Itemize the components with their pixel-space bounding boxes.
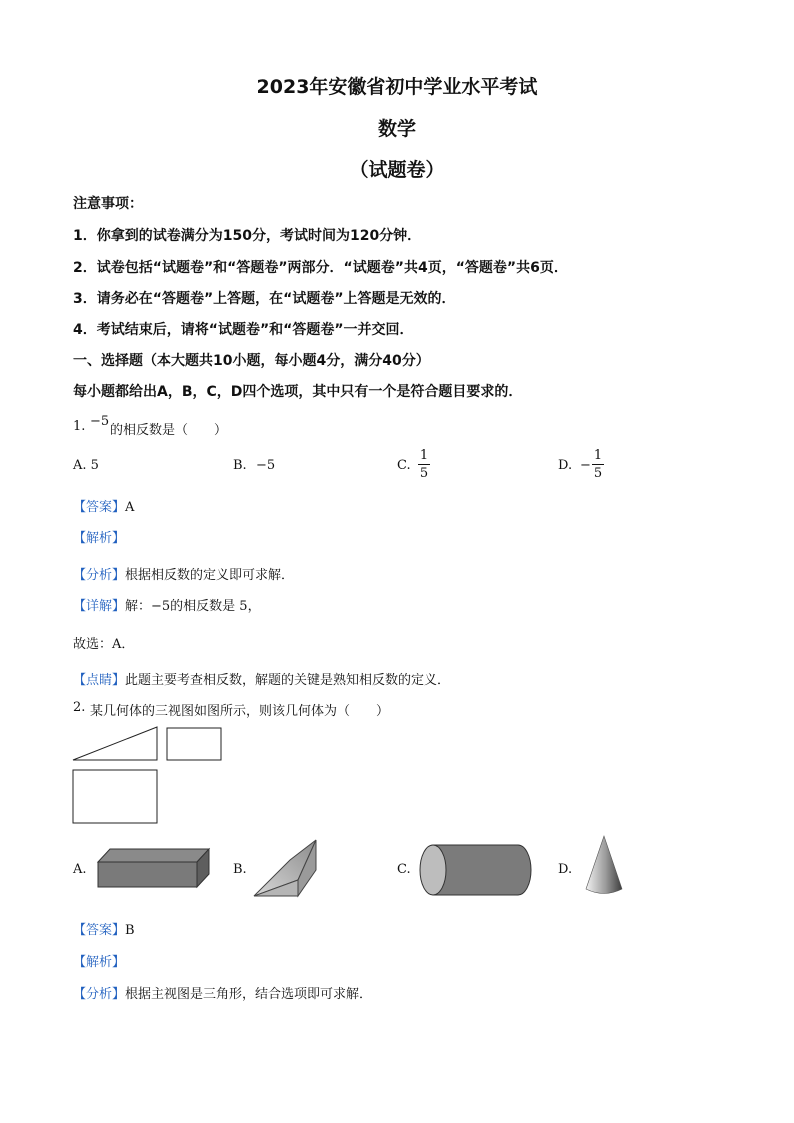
- q1-choose: 故选：A．: [73, 637, 135, 652]
- section-instruction: 每小题都给出A，B，C，D四个选项，其中只有一个是符合题目要求的．: [73, 384, 523, 400]
- fraction-numerator: 1: [593, 448, 603, 463]
- q1-option-c-label: C.: [397, 458, 411, 473]
- q1-option-d-sign: −: [580, 458, 591, 473]
- section-heading: 一、选择题（本大题共10小题，每小题4分，满分40分）: [73, 353, 430, 369]
- notice-item-3: 3．请务必在“答题卷”上答题，在“试题卷”上答题是无效的．: [73, 291, 456, 307]
- front-view-triangle: [73, 727, 157, 760]
- analysis-text: 根据主视图是三角形，结合选项即可求解．: [125, 987, 373, 1002]
- q2-stem: 某几何体的三视图如图所示，则该几何体为（ ）: [90, 704, 390, 719]
- paper-title: （试题卷）: [349, 159, 445, 181]
- q2-answer: [73, 919, 135, 938]
- detail-text: 解：−5的相反数是 5，: [125, 599, 261, 614]
- q1-jiexi: 【解析】: [73, 531, 126, 546]
- subject-title: 数学: [377, 118, 416, 140]
- q2-jiexi: 【解析】: [73, 955, 126, 970]
- q2-option-b-label: B.: [233, 862, 247, 877]
- exam-title: 2023年安徽省初中学业水平考试: [256, 76, 538, 98]
- triangular-prism-icon: [252, 838, 322, 898]
- analysis-tag: 【分析】: [73, 987, 126, 1002]
- q1-option-b-value: −5: [256, 458, 276, 473]
- cuboid-icon: [96, 847, 216, 897]
- q1-detail: [73, 595, 261, 614]
- fraction-denominator: 5: [593, 466, 603, 481]
- q2-option-c-label: C.: [397, 862, 411, 877]
- three-views-figure: [72, 726, 232, 826]
- fraction-denominator: 5: [419, 466, 429, 481]
- cylinder-icon: [420, 843, 530, 899]
- side-view-rect: [167, 728, 221, 760]
- q1-option-a: A. 5: [73, 458, 99, 473]
- q2-option-a-label: A.: [73, 862, 87, 877]
- q1-option-d-label: D.: [558, 458, 573, 473]
- q2-option-d-label: D.: [558, 862, 573, 877]
- answer-value: A: [125, 500, 135, 515]
- fraction-numerator: 1: [419, 448, 429, 463]
- answer-tag: 【答案】: [73, 923, 126, 938]
- q1-answer: [73, 496, 134, 515]
- q1-option-d-fraction: [592, 448, 604, 481]
- detail-tag: 【详解】: [73, 599, 126, 614]
- q2-analysis: [73, 983, 372, 1002]
- answer-tag: 【答案】: [73, 500, 126, 515]
- q1-option-b-label: B.: [233, 458, 247, 473]
- notice-heading: 注意事项：: [73, 196, 143, 212]
- answer-value: B: [125, 923, 135, 938]
- q1-number: 1.: [73, 419, 86, 434]
- q1-analysis: [73, 564, 294, 583]
- q1-option-c-fraction: [418, 448, 430, 481]
- comment-tag: 【点睛】: [73, 673, 126, 688]
- cone-icon: [584, 834, 634, 898]
- analysis-tag: 【分析】: [73, 568, 126, 583]
- q1-stem: 的相反数是（ ）: [110, 423, 228, 438]
- comment-text: 此题主要考查相反数，解题的关键是熟知相反数的定义．: [125, 673, 451, 688]
- q1-expr: −5: [90, 414, 110, 429]
- notice-item-2: 2．试卷包括“试题卷”和“答题卷”两部分．“试题卷”共4页，“答题卷”共6页．: [73, 260, 568, 276]
- top-view-rect: [73, 770, 157, 823]
- notice-item-1: 1．你拿到的试卷满分为150分，考试时间为120分钟．: [73, 228, 422, 244]
- q1-comment: [73, 669, 450, 688]
- analysis-text: 根据相反数的定义即可求解．: [125, 568, 295, 583]
- q2-number: 2.: [73, 700, 86, 715]
- notice-item-4: 4．考试结束后，请将“试题卷”和“答题卷”一并交回．: [73, 322, 414, 338]
